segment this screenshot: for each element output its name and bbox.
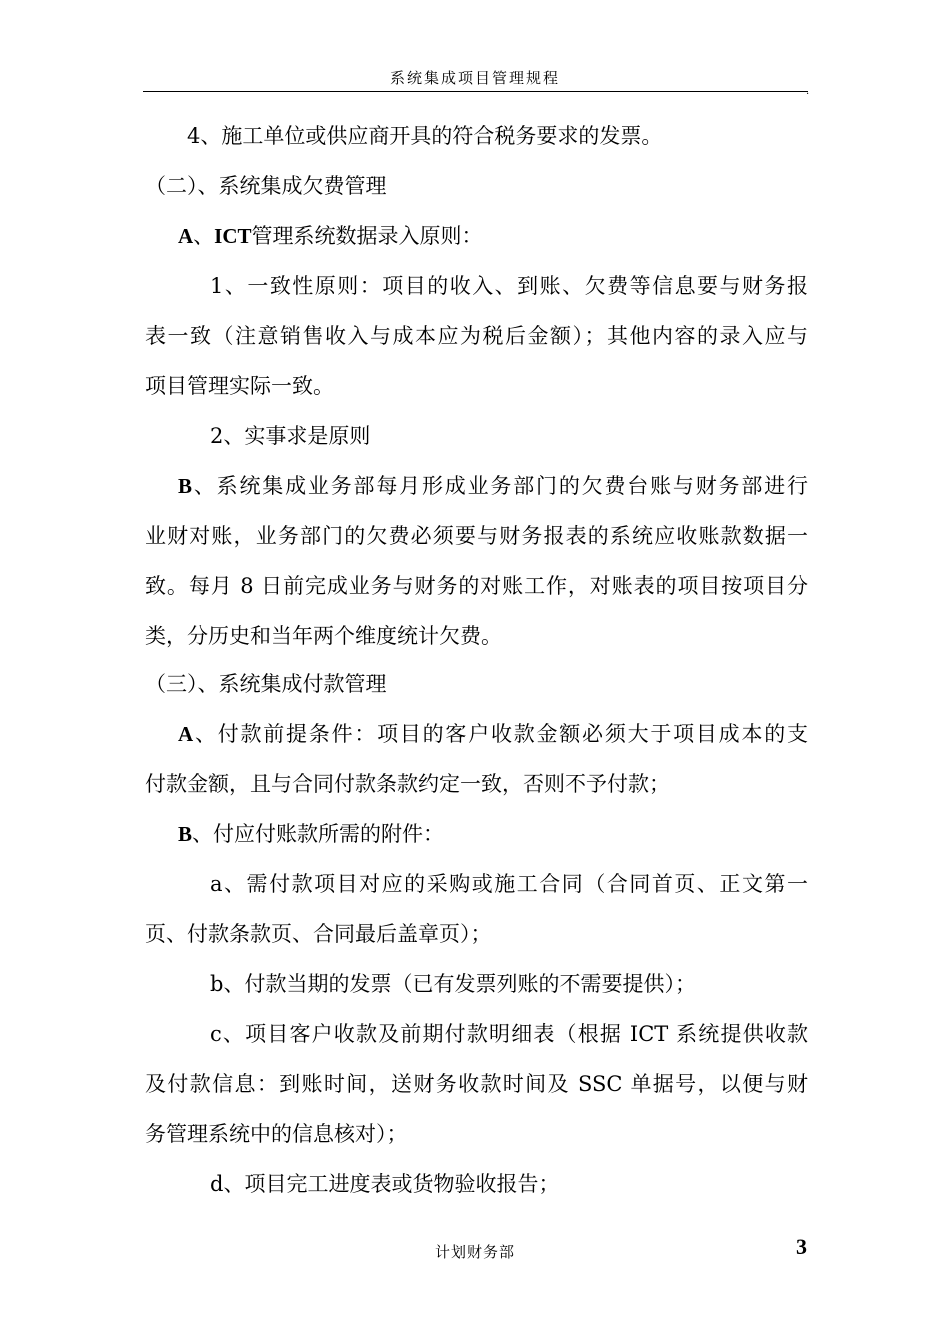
label-b: B [178,474,193,498]
paragraph-reconciliation: B、系统集成业务部每月形成业务部门的欠费台账与财务部进行 业财对账，业务部门的欠费必须要与财务报表的系统应收账款数据一 致。每月 8 日前完成业务与财务的对账工作，对账表的项目按项目分 类，分历史和当年两个维度统计欠费。 [145,474,808,648]
header-rule-end-mark: . [806,86,810,97]
subheading-ict-entry: A、ICT管理系统数据录入原则： [178,224,483,248]
list-item-d-progress: d、项目完工进度表或货物验收报告； [210,1172,560,1196]
label-payment-b: B [178,822,193,846]
section-heading-arrears: （二）、系统集成欠费管理 [145,174,387,198]
page-number: 3 [796,1234,807,1259]
section-heading-payment: （三）、系统集成付款管理 [145,672,387,696]
list-item-a-contract: a、需付款项目对应的采购或施工合同（合同首页、正文第一 页、付款条款页、合同最后盖章页）； [145,872,808,946]
paragraph-payment-attachments: B、付应付账款所需的附件： [178,822,445,846]
label-a: A [178,224,194,248]
list-item-b-invoice: b、付款当期的发票（已有发票列账的不需要提供）； [210,972,696,996]
label-ict: ICT [214,224,252,248]
list-item-c-receipts: c、项目客户收款及前期付款明细表（根据 ICT 系统提供收款 及付款信息：到账时间，送财务收款时间及 SSC 单据号，以便与财 务管理系统中的信息核对）； [145,1022,808,1146]
paragraph-invoice: 4、施工单位或供应商开具的符合税务要求的发票。 [187,124,663,148]
paragraph-consistency-principle: 1、一致性原则：项目的收入、到账、欠费等信息要与财务报 表一致（注意销售收入与成本应为税后金额）；其他内容的录入应与 项目管理实际一致。 [145,274,808,398]
header-rule [143,91,808,92]
footer-department: 计划财务部 [434,1243,515,1261]
paragraph-factual-principle: 2、实事求是原则 [210,424,371,448]
paragraph-payment-prerequisite: A、付款前提条件：项目的客户收款金额必须大于项目成本的支 付款金额，且与合同付款条款约定一致，否则不予付款； [145,722,808,796]
label-payment-a: A [178,722,194,746]
header-title: 系统集成项目管理规程 [389,69,560,87]
